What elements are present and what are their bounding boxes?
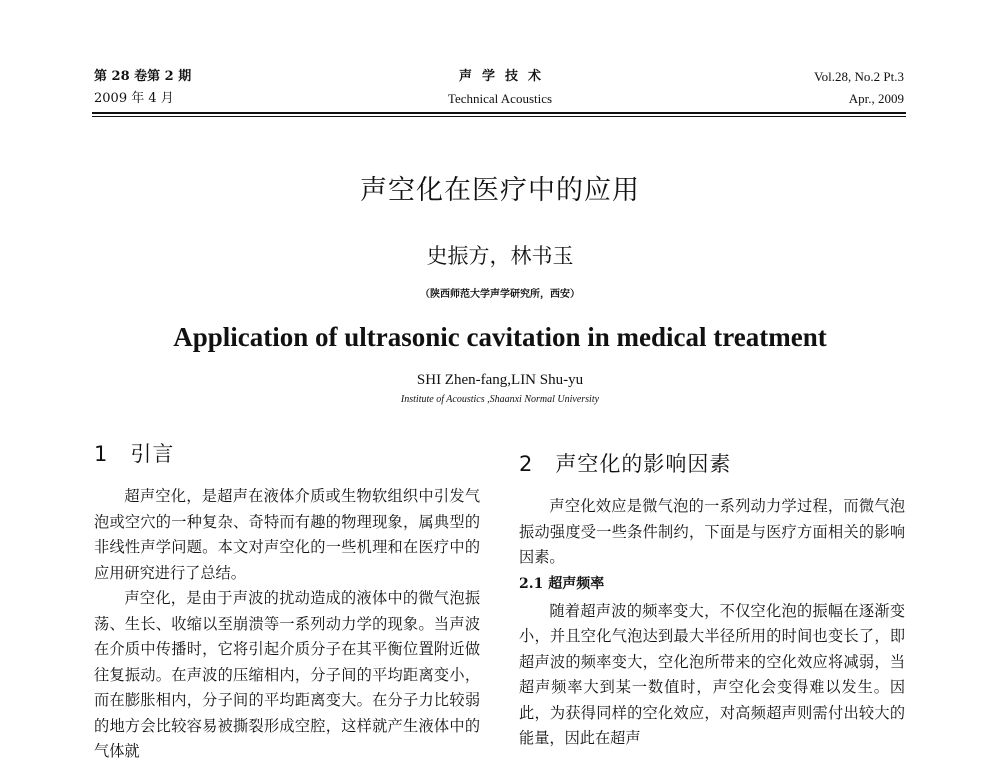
volume-issue: 第 28 卷第 2 期 — [94, 69, 192, 84]
body-paragraph: 声空化效应是微气泡的一系列动力学过程，而微气泡振动强度受一些条件制约，下面是与医疗方面相关的影响因素。 — [519, 497, 905, 566]
body-paragraph: 声空化，是由于声波的扰动造成的液体中的微气泡振荡、生长、收缩以至崩溃等一系列动力学的现象。当声波在介质中传播时，它将引起介质分子在其平衡位置附近做往复振动。在声波的压缩相内，分子间的平均距离变小，而在膨胀相内，分子间的平均距离变大。在分子力比较弱的地方会比较容易被撕裂形成空腔，这样就产生液体中的气体就 — [94, 589, 480, 760]
affiliation-cn: （陕西师范大学声学研究所，西安） — [420, 289, 580, 300]
section-number: 2 — [519, 452, 534, 476]
section-heading-introduction — [94, 438, 480, 470]
journal-name-en: Technical Acoustics — [447, 91, 553, 106]
affiliation-en: Institute of Acoustics ,Shaanxi Normal University — [400, 394, 600, 405]
journal-issue-info-en — [814, 66, 904, 110]
section-title: 引言 — [130, 442, 175, 466]
right-column — [519, 448, 905, 752]
header-rule-thick — [92, 112, 906, 114]
header-rule-thin — [92, 116, 906, 117]
subsection-heading-frequency: 2.1 超声频率 — [519, 575, 605, 592]
authors-en: SHI Zhen-fang,LIN Shu-yu — [416, 372, 584, 388]
journal-name-cn: 声学技术 — [458, 69, 551, 84]
body-paragraph: 随着超声波的频率变大，不仅空化泡的振幅在逐渐变小，并且空化气泡达到最大半径所用的时间也变长了，即超声波的频率变大，空化泡所带来的空化效应将减弱，当超声频率大到某一数值时，声空化会变得难以发生。因此，为获得同样的空化效应，对高频超声则需付出较大的能量，因此在超声 — [519, 601, 905, 747]
section-number: 1 — [94, 442, 109, 466]
paper-title-cn: 声空化在医疗中的应用 — [360, 175, 640, 206]
authors-cn: 史振方，林书玉 — [426, 244, 574, 268]
body-paragraph: 超声空化，是超声在液体介质或生物软组织中引发气泡或空穴的一种复杂、奇特而有趣的物理现象，属典型的非线性声学问题。本文对声空化的一些机理和在医疗中的应用研究进行了总结。 — [94, 487, 480, 582]
paper-title-en: Application of ultrasonic cavitation in medical treatment — [173, 322, 827, 352]
publication-date-cn: 2009 年 4 月 — [94, 91, 174, 106]
left-column — [94, 438, 480, 765]
section-title: 声空化的影响因素 — [555, 452, 732, 476]
publication-date-en: Apr., 2009 — [848, 91, 904, 106]
volume-issue-en: Vol.28, No.2 Pt.3 — [813, 69, 904, 84]
section-heading-factors — [519, 448, 905, 480]
